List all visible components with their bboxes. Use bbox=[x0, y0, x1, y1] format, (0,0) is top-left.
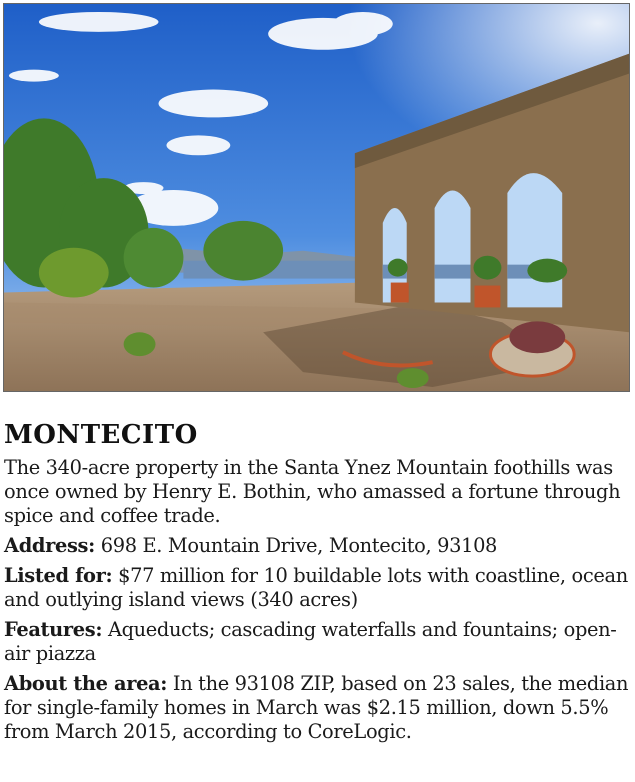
listed-for-value: $77 million for 10 buildable lots with coastline, ocean and outlying island views (340 acres) bbox=[4, 564, 628, 611]
about-area-value: In the 93108 ZIP, based on 23 sales, the median for single-family homes in March was $2.15 million, down 5.5% from March 2015, according to CoreLogic. bbox=[4, 672, 629, 743]
address-value: 698 E. Mountain Drive, Montecito, 93108 bbox=[94, 534, 498, 557]
intro-paragraph: The 340-acre property in the Santa Ynez Mountain foothills was once owned by Henry E. Bothin, who amassed a fortune through spice and coffee trade. bbox=[4, 456, 621, 527]
property-photo bbox=[3, 3, 630, 392]
listing-article bbox=[4, 420, 629, 750]
address-label: Address: bbox=[4, 534, 95, 557]
listed-for-label: Listed for: bbox=[4, 564, 113, 587]
about-area-row bbox=[4, 672, 629, 744]
features-value: Aqueducts; cascading waterfalls and fountains; open-air piazza bbox=[4, 618, 617, 665]
features-label: Features: bbox=[4, 618, 103, 641]
stone-arches-image bbox=[4, 4, 629, 391]
headline: MONTECITO bbox=[4, 420, 198, 450]
address-row bbox=[4, 534, 629, 558]
about-area-label: About the area: bbox=[4, 672, 168, 695]
features-row bbox=[4, 618, 629, 666]
listed-for-row bbox=[4, 564, 629, 612]
